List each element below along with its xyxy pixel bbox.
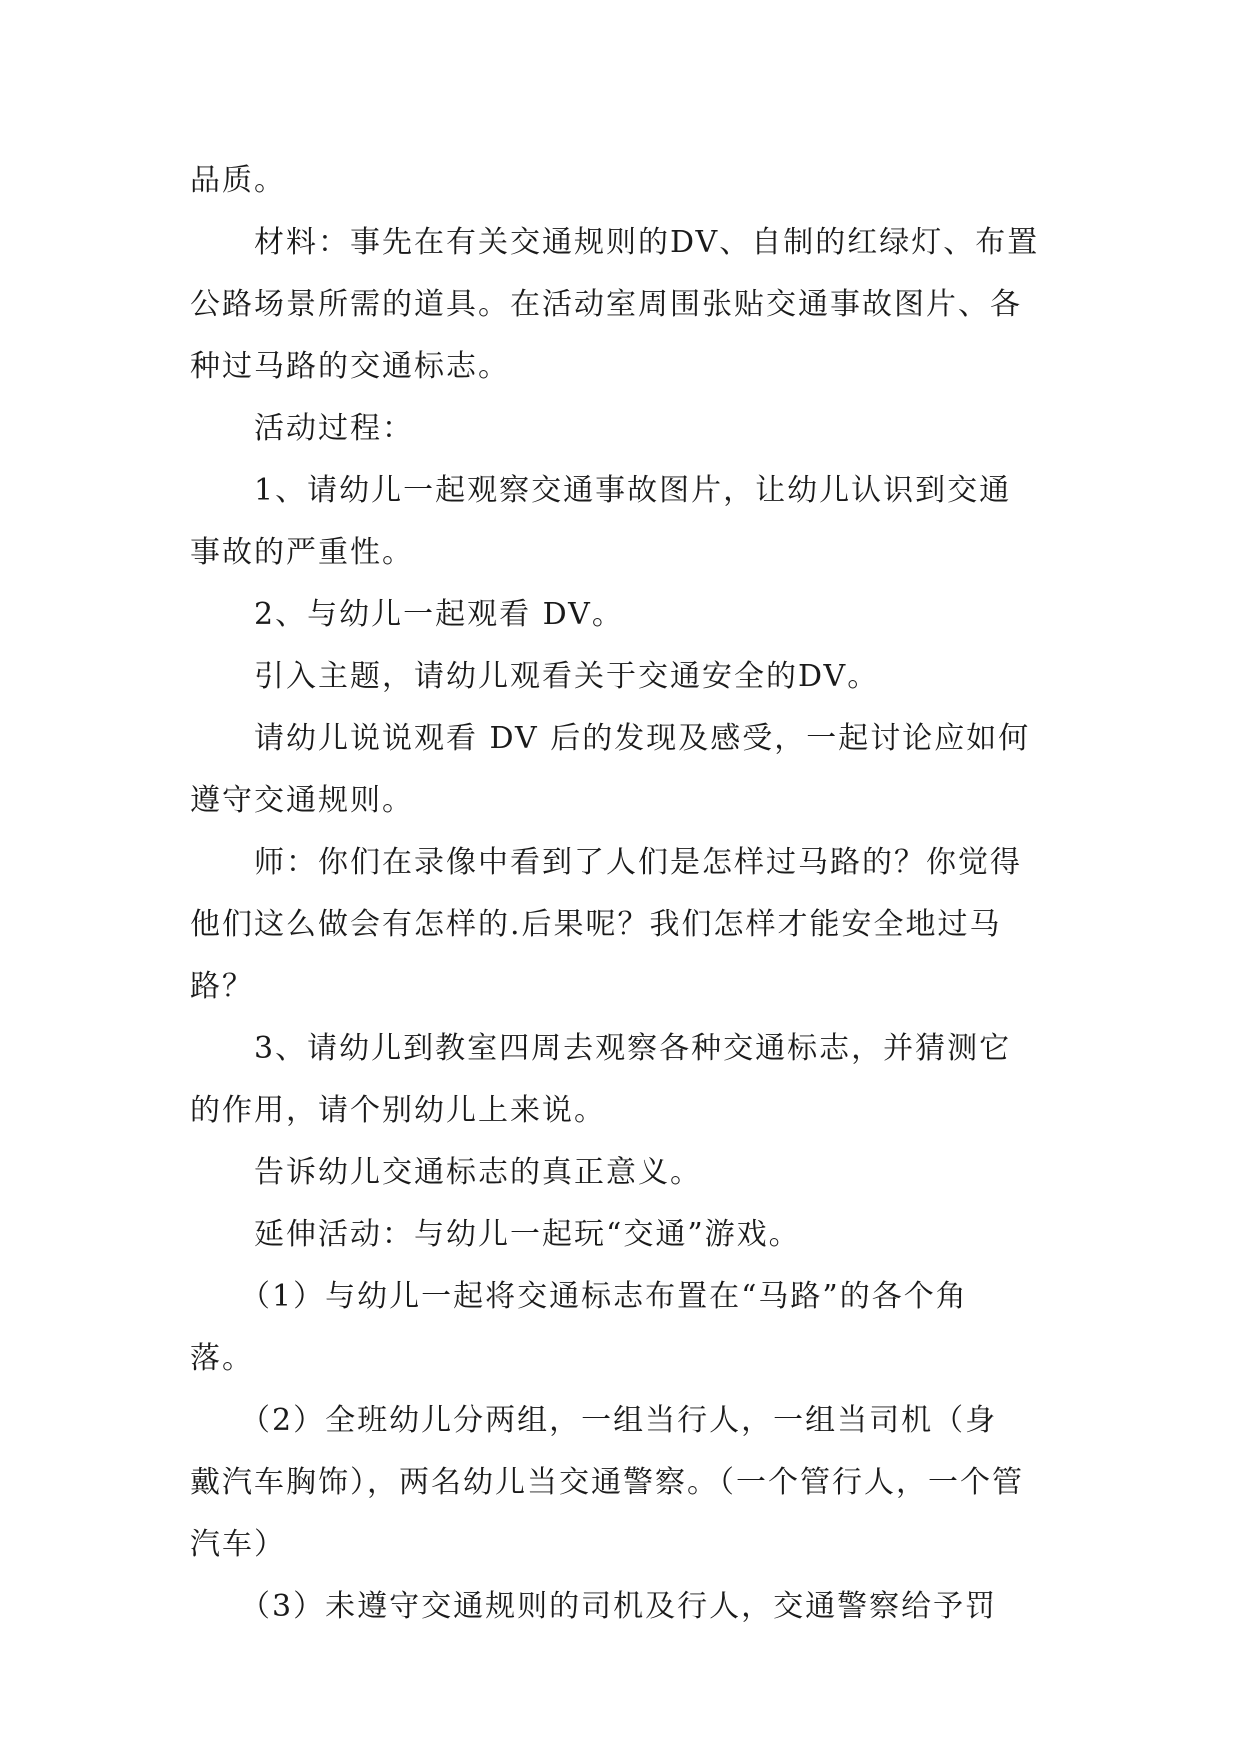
text-line: 师：你们在录像中看到了人们是怎样过马路的？你觉得 <box>254 845 1022 880</box>
text-line: 材料：事先在有关交通规则的DV、自制的红绿灯、布置 <box>254 225 1040 260</box>
text-line: 品质。 <box>190 163 286 198</box>
text-line: （3）未遵守交通规则的司机及行人，交通警察给予罚 <box>240 1589 998 1624</box>
text-line: （1）与幼儿一起将交通标志布置在“马路”的各个角 <box>240 1279 968 1314</box>
text-line: 1、请幼儿一起观察交通事故图片，让幼儿认识到交通 <box>254 473 1012 508</box>
text-line: 种过马路的交通标志。 <box>190 349 510 384</box>
text-line: 遵守交通规则。 <box>190 783 414 818</box>
text-line: 请幼儿说说观看 DV 后的发现及感受，一起讨论应如何 <box>254 721 1031 756</box>
text-line: 的作用，请个别幼儿上来说。 <box>190 1093 606 1128</box>
text-line: 引入主题，请幼儿观看关于交通安全的DV。 <box>254 659 880 694</box>
text-line: （2）全班幼儿分两组，一组当行人，一组当司机（身 <box>240 1403 998 1438</box>
text-line: 事故的严重性。 <box>190 535 414 570</box>
text-line: 3、请幼儿到教室四周去观察各种交通标志，并猜测它 <box>254 1031 1012 1066</box>
text-line: 2、与幼儿一起观看 DV。 <box>254 597 624 632</box>
text-line: 告诉幼儿交通标志的真正意义。 <box>254 1155 702 1190</box>
text-line: 他们这么做会有怎样的.后果呢？我们怎样才能安全地过马 <box>190 907 1002 942</box>
section-heading: 延伸活动：与幼儿一起玩“交通”游戏。 <box>254 1217 801 1252</box>
text-line: 汽车） <box>190 1527 286 1562</box>
document-body <box>190 150 1056 1638</box>
text-line: 公路场景所需的道具。在活动室周围张贴交通事故图片、各 <box>190 287 1022 322</box>
text-line: 落。 <box>190 1341 254 1376</box>
text-line: 路？ <box>190 969 254 1004</box>
section-heading: 活动过程： <box>254 411 414 446</box>
text-line: 戴汽车胸饰），两名幼儿当交通警察。（一个管行人，一个管 <box>190 1465 1024 1500</box>
